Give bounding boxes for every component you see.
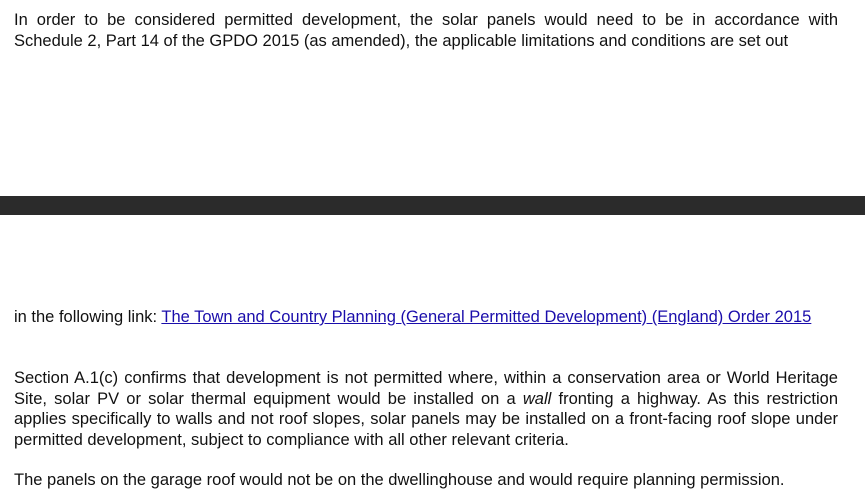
paragraph-link-reference: [14, 307, 838, 328]
paragraph-permitted-development-intro: In order to be considered permitted development, the solar panels would need to be in accordance with Schedule 2, Part 14 of the GPDO 2015 (as amended), the applicable limitations and conditions are set out: [14, 11, 838, 50]
section-a1c-text-before: Section A.1(c) confirms that development is not permitted where, within a conservation area or World Heritage Site, solar PV or solar thermal equipment would be installed on a: [14, 369, 838, 408]
page-break-separator: [0, 196, 865, 215]
section-a1c-text-after: fronting a highway. As this restriction applies specifically to walls and not roof slopes, solar panels may be installed on a front-facing roof slope under permitted development, subject to compliance with all other relevant criteria.: [14, 389, 839, 449]
gpdo-2015-link[interactable]: The Town and Country Planning (General Permitted Development) (England) Order 2015: [161, 308, 812, 326]
wall-emphasis: wall: [522, 389, 552, 408]
document-page-top: [0, 0, 865, 196]
link-prefix-text: in the following link:: [14, 308, 162, 326]
paragraph-garage-roof: The panels on the garage roof would not be on the dwellinghouse and would require planning permission.: [14, 471, 785, 489]
paragraph-section-a1c: [14, 368, 838, 450]
document-page-bottom: [0, 215, 865, 502]
